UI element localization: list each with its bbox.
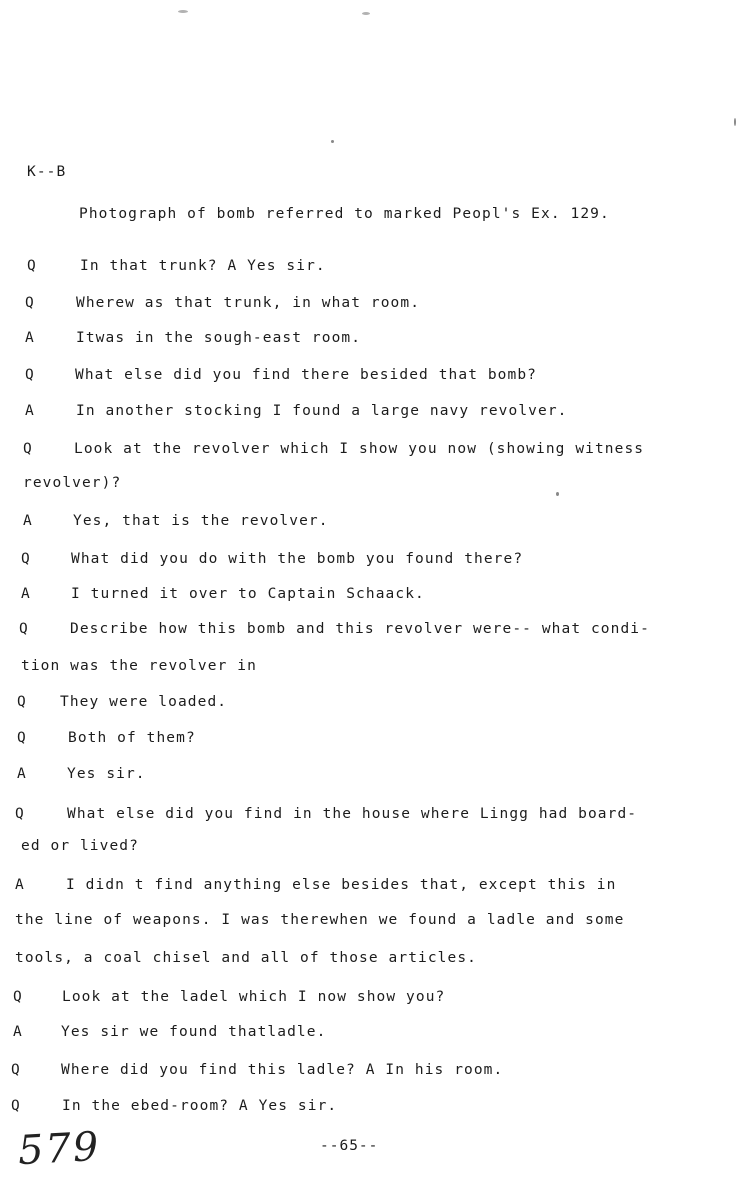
speaker-marker: Q [19,621,28,637]
testimony-line: What else did you find in the house where Lingg had board- [67,806,638,822]
speaker-marker: Q [23,441,32,457]
scan-speck [734,118,736,126]
speaker-marker: A [15,877,24,893]
testimony-line: tion was the revolver in [21,658,257,674]
testimony-line: In another stocking I found a large navy revolver. [76,403,568,419]
testimony-line: In the ebed-room? A Yes sir. [62,1098,338,1114]
handwritten-page-number: 579 [16,1123,102,1175]
speaker-marker: Q [17,730,26,746]
speaker-marker: Q [25,295,34,311]
testimony-line: Describe how this bomb and this revolver were-- what condi- [70,621,650,637]
page-number: --65-- [320,1138,379,1154]
caption: Photograph of bomb referred to marked Peopl's Ex. 129. [79,206,610,222]
testimony-line: tools, a coal chisel and all of those articles. [15,950,477,966]
speaker-marker: Q [17,694,26,710]
testimony-line: Wherew as that trunk, in what room. [76,295,421,311]
testimony-line: Itwas in the sough-east room. [76,330,362,346]
scan-speck [556,492,559,496]
testimony-line: I turned it over to Captain Schaack. [71,586,425,602]
speaker-marker: Q [15,806,24,822]
speaker-marker: A [25,330,34,346]
section-label: K--B [27,164,67,180]
speaker-marker: A [21,586,30,602]
testimony-line: Look at the revolver which I show you now (showing witness [74,441,645,457]
speaker-marker: Q [27,258,36,274]
testimony-line: ed or lived? [21,838,139,854]
speaker-marker: Q [25,367,34,383]
scan-speck [178,10,188,13]
scan-speck [362,12,370,15]
speaker-marker: Q [13,989,22,1005]
testimony-line: revolver)? [23,475,122,491]
testimony-line: I didn t find anything else besides that, except this in [66,877,617,893]
testimony-line: What else did you find there besided that bomb? [75,367,537,383]
speaker-marker: A [17,766,26,782]
testimony-line: Yes sir. [67,766,146,782]
testimony-line: In that trunk? A Yes sir. [80,258,326,274]
testimony-line: Yes, that is the revolver. [73,513,329,529]
speaker-marker: Q [11,1062,20,1078]
speaker-marker: A [13,1024,22,1040]
speaker-marker: Q [21,551,30,567]
speaker-marker: A [23,513,32,529]
testimony-line: What did you do with the bomb you found there? [71,551,524,567]
testimony-line: Look at the ladel which I now show you? [62,989,446,1005]
scan-speck [331,140,334,143]
speaker-marker: A [25,403,34,419]
testimony-line: Where did you find this ladle? A In his room. [61,1062,504,1078]
testimony-line: They were loaded. [60,694,228,710]
testimony-line: Both of them? [68,730,196,746]
speaker-marker: Q [11,1098,20,1114]
testimony-line: Yes sir we found thatladle. [61,1024,327,1040]
testimony-line: the line of weapons. I was therewhen we found a ladle and some [15,912,625,928]
